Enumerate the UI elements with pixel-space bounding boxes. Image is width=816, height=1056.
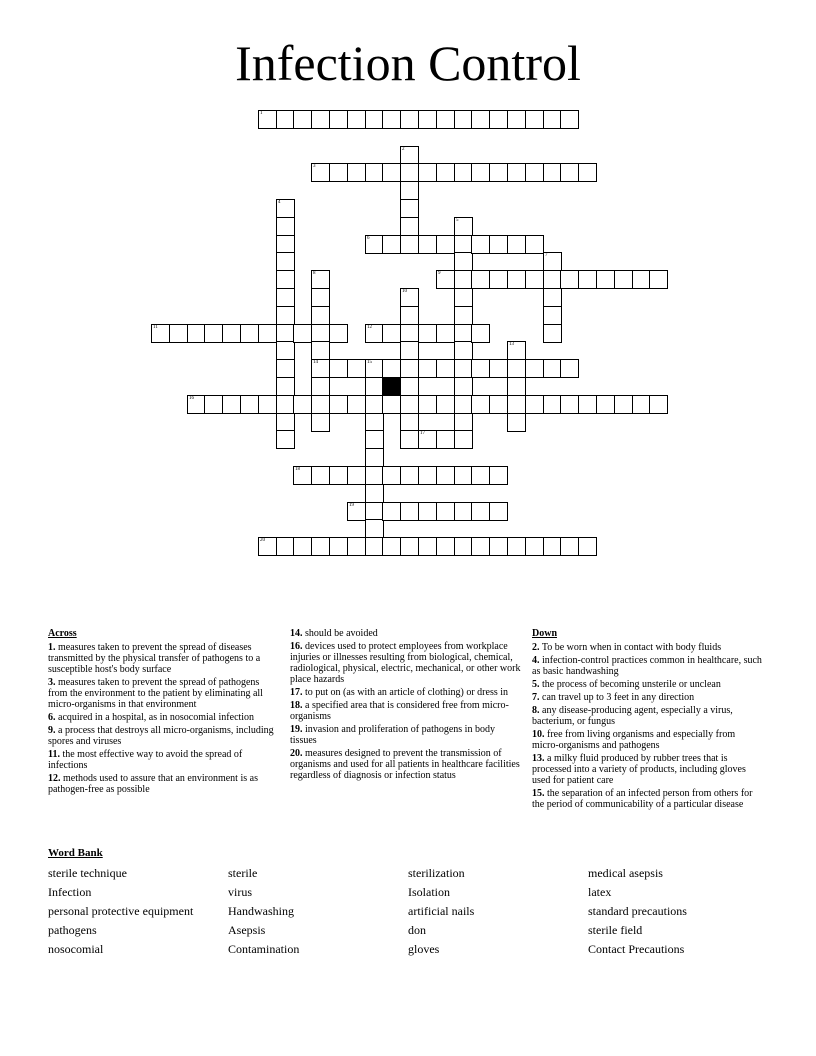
grid-cell[interactable] xyxy=(276,430,295,449)
grid-cell[interactable] xyxy=(382,324,401,343)
across-clues xyxy=(48,628,276,797)
clue-text: measures taken to prevent the spread of diseases transmitted by the physical transfer of pathogens to a susceptible host's body surface xyxy=(48,642,261,675)
clue-text: to put on (as with an article of clothing) or dress in xyxy=(302,687,509,698)
clue-text: should be avoided xyxy=(302,628,378,639)
grid-cell[interactable] xyxy=(276,252,295,271)
grid-cell[interactable] xyxy=(400,395,419,414)
grid-cell[interactable] xyxy=(204,395,223,414)
clue-number: 5. xyxy=(532,679,540,690)
grid-cell[interactable] xyxy=(311,163,330,182)
grid-cell[interactable] xyxy=(258,395,277,414)
grid-cell[interactable] xyxy=(507,235,526,254)
grid-cell[interactable] xyxy=(276,288,295,307)
grid-cell[interactable] xyxy=(293,110,312,129)
grid-cell[interactable] xyxy=(543,324,562,343)
grid-cell[interactable] xyxy=(311,341,330,360)
clue-number: 12 xyxy=(367,325,372,330)
grid-cell[interactable] xyxy=(436,359,455,378)
clue-text: a milky fluid produced by rubber trees that is processed into a variety of products, including gloves used for patient care xyxy=(532,753,746,786)
clue-number: 12. xyxy=(48,773,61,784)
grid-cell[interactable] xyxy=(649,395,668,414)
grid-cell[interactable] xyxy=(507,413,526,432)
grid-cell[interactable] xyxy=(454,341,473,360)
grid-cell[interactable] xyxy=(471,235,490,254)
clue-item xyxy=(532,655,764,677)
word-bank-item: sterilization xyxy=(408,866,465,880)
grid-cell[interactable] xyxy=(400,306,419,325)
grid-cell[interactable] xyxy=(365,519,384,538)
clue-text: the separation of an infected person from others for the period of communicability of a particular disease xyxy=(532,788,753,810)
grid-cell[interactable] xyxy=(489,466,508,485)
grid-cell[interactable] xyxy=(525,163,544,182)
clue-item xyxy=(48,725,276,747)
word-bank-item: sterile xyxy=(228,866,258,880)
grid-cell[interactable] xyxy=(436,110,455,129)
clue-number: 4. xyxy=(532,655,540,666)
clue-item xyxy=(48,642,276,675)
grid-cell[interactable] xyxy=(578,537,597,556)
grid-cell[interactable] xyxy=(222,395,241,414)
grid-cell[interactable] xyxy=(347,359,366,378)
puzzle-title: Infection Control xyxy=(235,35,581,91)
grid-cell[interactable] xyxy=(560,359,579,378)
grid-cell[interactable] xyxy=(400,163,419,182)
clue-item xyxy=(290,748,522,781)
clue-number: 5 xyxy=(456,218,459,223)
grid-cell[interactable] xyxy=(329,163,348,182)
grid-cell[interactable] xyxy=(543,306,562,325)
grid-cell[interactable] xyxy=(258,110,277,129)
grid-cell[interactable] xyxy=(489,235,508,254)
grid-cell[interactable] xyxy=(436,395,455,414)
clue-item xyxy=(532,705,764,727)
grid-cell[interactable] xyxy=(418,110,437,129)
clue-text: can travel up to 3 feet in any direction xyxy=(539,692,695,703)
grid-cell[interactable] xyxy=(400,359,419,378)
word-bank-item: standard precautions xyxy=(588,904,687,918)
clue-number: 9 xyxy=(438,271,441,276)
clue-text: any disease-producing agent, especially a virus, bacterium, or fungus xyxy=(532,705,733,727)
clue-text: To be worn when in contact with body fluids xyxy=(539,642,722,653)
grid-cell[interactable] xyxy=(614,395,633,414)
grid-cell[interactable] xyxy=(649,270,668,289)
word-bank xyxy=(48,846,768,959)
clue-number: 15 xyxy=(367,360,372,365)
grid-cell[interactable] xyxy=(276,359,295,378)
grid-cell[interactable] xyxy=(365,448,384,467)
across-clues-continued xyxy=(290,628,522,783)
clue-number: 6 xyxy=(367,236,370,241)
clue-item xyxy=(532,753,764,786)
clue-number: 18. xyxy=(290,700,303,711)
grid-cell[interactable] xyxy=(525,235,544,254)
clue-number: 16 xyxy=(189,396,194,401)
clue-number: 11 xyxy=(153,325,158,330)
clue-text: free from living organisms and especially from micro-organisms and pathogens xyxy=(532,729,736,751)
grid-cell[interactable] xyxy=(311,395,330,414)
grid-black-cell xyxy=(382,377,401,396)
grid-cell[interactable] xyxy=(400,235,419,254)
grid-cell[interactable] xyxy=(507,341,526,360)
clue-item xyxy=(290,724,522,746)
clue-number: 8. xyxy=(532,705,540,716)
grid-cell[interactable] xyxy=(365,484,384,503)
clue-text: methods used to assure that an environment is as pathogen-free as possible xyxy=(48,773,258,795)
word-bank-item: virus xyxy=(228,885,252,899)
grid-cell[interactable] xyxy=(347,163,366,182)
grid-cell[interactable] xyxy=(418,537,437,556)
grid-cell[interactable] xyxy=(347,466,366,485)
grid-cell[interactable] xyxy=(471,270,490,289)
clue-text: a specified area that is considered free from micro-organisms xyxy=(290,700,509,722)
grid-cell[interactable] xyxy=(471,502,490,521)
grid-cell[interactable] xyxy=(311,377,330,396)
grid-cell[interactable] xyxy=(311,359,330,378)
grid-cell[interactable] xyxy=(471,537,490,556)
grid-cell[interactable] xyxy=(276,377,295,396)
grid-cell[interactable] xyxy=(293,537,312,556)
grid-cell[interactable] xyxy=(418,430,437,449)
grid-cell[interactable] xyxy=(347,110,366,129)
grid-cell[interactable] xyxy=(418,502,437,521)
word-bank-item: Isolation xyxy=(408,885,450,899)
clue-item xyxy=(290,687,522,698)
word-bank-item: Infection xyxy=(48,885,92,899)
grid-cell[interactable] xyxy=(400,537,419,556)
grid-cell[interactable] xyxy=(276,341,295,360)
grid-cell[interactable] xyxy=(276,306,295,325)
grid-cell[interactable] xyxy=(418,359,437,378)
grid-cell[interactable] xyxy=(454,217,473,236)
grid-cell[interactable] xyxy=(400,199,419,218)
clue-item xyxy=(532,692,764,703)
word-bank-item: personal protective equipment xyxy=(48,904,194,918)
clue-text: infection-control practices common in healthcare, such as basic handwashing xyxy=(532,655,762,677)
grid-cell[interactable] xyxy=(258,537,277,556)
clue-number: 14 xyxy=(313,360,318,365)
grid-cell[interactable] xyxy=(347,395,366,414)
grid-cell[interactable] xyxy=(329,537,348,556)
word-bank-item: Contamination xyxy=(228,942,300,956)
grid-cell[interactable] xyxy=(560,395,579,414)
grid-cell[interactable] xyxy=(507,377,526,396)
grid-cell[interactable] xyxy=(329,110,348,129)
grid-cell[interactable] xyxy=(400,377,419,396)
grid-cell[interactable] xyxy=(525,537,544,556)
clue-number: 19. xyxy=(290,724,303,735)
grid-cell[interactable] xyxy=(418,235,437,254)
grid-cell[interactable] xyxy=(436,537,455,556)
grid-cell[interactable] xyxy=(578,395,597,414)
grid-cell[interactable] xyxy=(382,110,401,129)
word-bank-item: Asepsis xyxy=(228,923,266,937)
across-heading: Across xyxy=(48,628,77,639)
clue-item xyxy=(532,788,764,810)
grid-cell[interactable] xyxy=(400,466,419,485)
clue-item xyxy=(48,773,276,795)
clue-item xyxy=(290,641,522,685)
grid-cell[interactable] xyxy=(311,110,330,129)
grid-cell[interactable] xyxy=(382,502,401,521)
clue-text: measures designed to prevent the transmission of organisms and used for all patients in healthcare facilities regardless of diagnosis or infection status xyxy=(290,748,520,781)
grid-cell[interactable] xyxy=(436,270,455,289)
grid-cell[interactable] xyxy=(489,537,508,556)
word-bank-heading: Word Bank xyxy=(48,847,103,859)
grid-cell[interactable] xyxy=(560,163,579,182)
word-bank-item: don xyxy=(408,923,426,937)
clue-text: invasion and proliferation of pathogens in body tissues xyxy=(290,724,495,746)
clue-item xyxy=(532,679,764,690)
clue-item xyxy=(48,677,276,710)
grid-cell[interactable] xyxy=(400,217,419,236)
clue-item xyxy=(48,749,276,771)
word-bank-item: sterile technique xyxy=(48,866,127,880)
clue-text: the process of becoming unsterile or unclean xyxy=(539,679,721,690)
word-bank-item: artificial nails xyxy=(408,904,475,918)
grid-cell[interactable] xyxy=(507,163,526,182)
grid-cell[interactable] xyxy=(400,288,419,307)
grid-cell[interactable] xyxy=(400,341,419,360)
clue-number: 13 xyxy=(509,342,514,347)
grid-cell[interactable] xyxy=(418,466,437,485)
grid-cell[interactable] xyxy=(489,270,508,289)
clue-text: a process that destroys all micro-organisms, including spores and viruses xyxy=(48,725,274,747)
grid-cell[interactable] xyxy=(204,324,223,343)
clue-number: 15. xyxy=(532,788,545,799)
word-bank-item: latex xyxy=(588,885,612,899)
word-bank-item: pathogens xyxy=(48,923,97,937)
grid-cell[interactable] xyxy=(400,430,419,449)
grid-cell[interactable] xyxy=(489,110,508,129)
grid-cell[interactable] xyxy=(418,163,437,182)
grid-cell[interactable] xyxy=(560,537,579,556)
grid-cell[interactable] xyxy=(525,359,544,378)
grid-cell[interactable] xyxy=(240,324,259,343)
grid-cell[interactable] xyxy=(382,359,401,378)
clue-number: 17 xyxy=(420,431,425,436)
clue-item xyxy=(532,729,764,751)
clue-number: 11. xyxy=(48,749,60,760)
grid-cell[interactable] xyxy=(454,377,473,396)
grid-cell[interactable] xyxy=(311,306,330,325)
grid-cell[interactable] xyxy=(596,270,615,289)
word-bank-item: nosocomial xyxy=(48,942,104,956)
clue-number: 1 xyxy=(260,111,263,116)
clue-number: 20 xyxy=(260,538,265,543)
clue-text: measures taken to prevent the spread of pathogens from the environment to the patient by eliminating all micro-organisms in that environment xyxy=(48,677,263,710)
grid-cell[interactable] xyxy=(489,502,508,521)
grid-cell[interactable] xyxy=(436,502,455,521)
grid-cell[interactable] xyxy=(329,466,348,485)
grid-cell[interactable] xyxy=(507,110,526,129)
grid-cell[interactable] xyxy=(543,252,562,271)
grid-cell[interactable] xyxy=(560,270,579,289)
grid-cell[interactable] xyxy=(222,324,241,343)
clue-number: 7. xyxy=(532,692,540,703)
word-bank-item: Handwashing xyxy=(228,904,294,918)
grid-cell[interactable] xyxy=(311,466,330,485)
clue-number: 10. xyxy=(532,729,545,740)
grid-cell[interactable] xyxy=(507,270,526,289)
grid-cell[interactable] xyxy=(382,235,401,254)
clue-text: acquired in a hospital, as in nosocomial infection xyxy=(55,712,255,723)
clue-number: 18 xyxy=(295,467,300,472)
word-bank-item: gloves xyxy=(408,942,440,956)
grid-cell[interactable] xyxy=(418,324,437,343)
grid-cell[interactable] xyxy=(347,502,366,521)
grid-cell[interactable] xyxy=(293,324,312,343)
clue-item xyxy=(290,700,522,722)
grid-cell[interactable] xyxy=(489,395,508,414)
grid-cell[interactable] xyxy=(471,395,490,414)
grid-cell[interactable] xyxy=(276,199,295,218)
grid-cell[interactable] xyxy=(578,163,597,182)
clue-number: 20. xyxy=(290,748,303,759)
clue-number: 6. xyxy=(48,712,56,723)
grid-cell[interactable] xyxy=(489,359,508,378)
grid-cell[interactable] xyxy=(471,324,490,343)
word-bank-item: sterile field xyxy=(588,923,643,937)
clue-item xyxy=(532,642,764,653)
grid-cell[interactable] xyxy=(151,324,170,343)
grid-cell[interactable] xyxy=(471,110,490,129)
grid-cell[interactable] xyxy=(311,270,330,289)
grid-cell[interactable] xyxy=(293,395,312,414)
grid-cell[interactable] xyxy=(471,163,490,182)
grid-cell[interactable] xyxy=(525,110,544,129)
clue-item xyxy=(48,712,276,723)
clue-number: 9. xyxy=(48,725,56,736)
grid-cell[interactable] xyxy=(596,395,615,414)
grid-cell[interactable] xyxy=(471,466,490,485)
clue-number: 8 xyxy=(313,271,316,276)
grid-cell[interactable] xyxy=(507,359,526,378)
grid-cell[interactable] xyxy=(418,395,437,414)
grid-cell[interactable] xyxy=(382,395,401,414)
clue-number: 4 xyxy=(278,200,281,205)
grid-cell[interactable] xyxy=(471,359,490,378)
grid-cell[interactable] xyxy=(578,270,597,289)
clue-number: 16. xyxy=(290,641,303,652)
grid-cell[interactable] xyxy=(329,359,348,378)
grid-cell[interactable] xyxy=(276,217,295,236)
clue-number: 19 xyxy=(349,503,354,508)
clue-text: devices used to protect employees from workplace injuries or illnesses resulting from biological, chemical, radiological, physical, electric, mechanical, or other work place hazards xyxy=(290,641,521,685)
word-bank-item: Contact Precautions xyxy=(588,942,685,956)
grid-cell[interactable] xyxy=(382,163,401,182)
grid-cell[interactable] xyxy=(436,235,455,254)
grid-cell[interactable] xyxy=(400,181,419,200)
down-heading: Down xyxy=(532,628,558,639)
grid-cell[interactable] xyxy=(258,324,277,343)
grid-cell[interactable] xyxy=(382,537,401,556)
grid-cell[interactable] xyxy=(454,306,473,325)
grid-cell[interactable] xyxy=(436,466,455,485)
grid-cell[interactable] xyxy=(240,395,259,414)
grid-cell[interactable] xyxy=(525,395,544,414)
grid-cell[interactable] xyxy=(293,466,312,485)
grid-cell[interactable] xyxy=(489,163,508,182)
grid-cell[interactable] xyxy=(365,430,384,449)
clue-number: 1. xyxy=(48,642,56,653)
grid-cell[interactable] xyxy=(276,270,295,289)
clue-number: 13. xyxy=(532,753,545,764)
grid-cell[interactable] xyxy=(436,324,455,343)
grid-cell[interactable] xyxy=(311,288,330,307)
clue-number: 2. xyxy=(532,642,540,653)
down-clues xyxy=(532,628,764,812)
grid-cell[interactable] xyxy=(311,413,330,432)
clue-number: 7 xyxy=(545,253,548,258)
grid-cell[interactable] xyxy=(169,324,188,343)
grid-cell[interactable] xyxy=(329,324,348,343)
grid-cell[interactable] xyxy=(436,163,455,182)
grid-cell[interactable] xyxy=(382,466,401,485)
grid-cell[interactable] xyxy=(454,288,473,307)
grid-cell[interactable] xyxy=(347,537,366,556)
grid-cell[interactable] xyxy=(454,430,473,449)
word-bank-item: medical asepsis xyxy=(588,866,663,880)
clue-text: the most effective way to avoid the spread of infections xyxy=(48,749,243,771)
clue-number: 10 xyxy=(402,289,407,294)
grid-cell[interactable] xyxy=(436,430,455,449)
grid-cell[interactable] xyxy=(543,288,562,307)
grid-cell[interactable] xyxy=(400,502,419,521)
clue-number: 3 xyxy=(313,164,316,169)
grid-cell[interactable] xyxy=(614,270,633,289)
grid-cell[interactable] xyxy=(507,395,526,414)
clue-number: 2 xyxy=(402,147,405,152)
clue-number: 14. xyxy=(290,628,303,639)
clue-item xyxy=(290,628,522,639)
grid-cell[interactable] xyxy=(560,110,579,129)
clue-number: 3. xyxy=(48,677,56,688)
grid-cell[interactable] xyxy=(525,270,544,289)
grid-cell[interactable] xyxy=(400,110,419,129)
grid-cell[interactable] xyxy=(311,537,330,556)
grid-cell[interactable] xyxy=(454,252,473,271)
clue-number: 17. xyxy=(290,687,303,698)
grid-cell[interactable] xyxy=(507,537,526,556)
grid-cell[interactable] xyxy=(329,395,348,414)
